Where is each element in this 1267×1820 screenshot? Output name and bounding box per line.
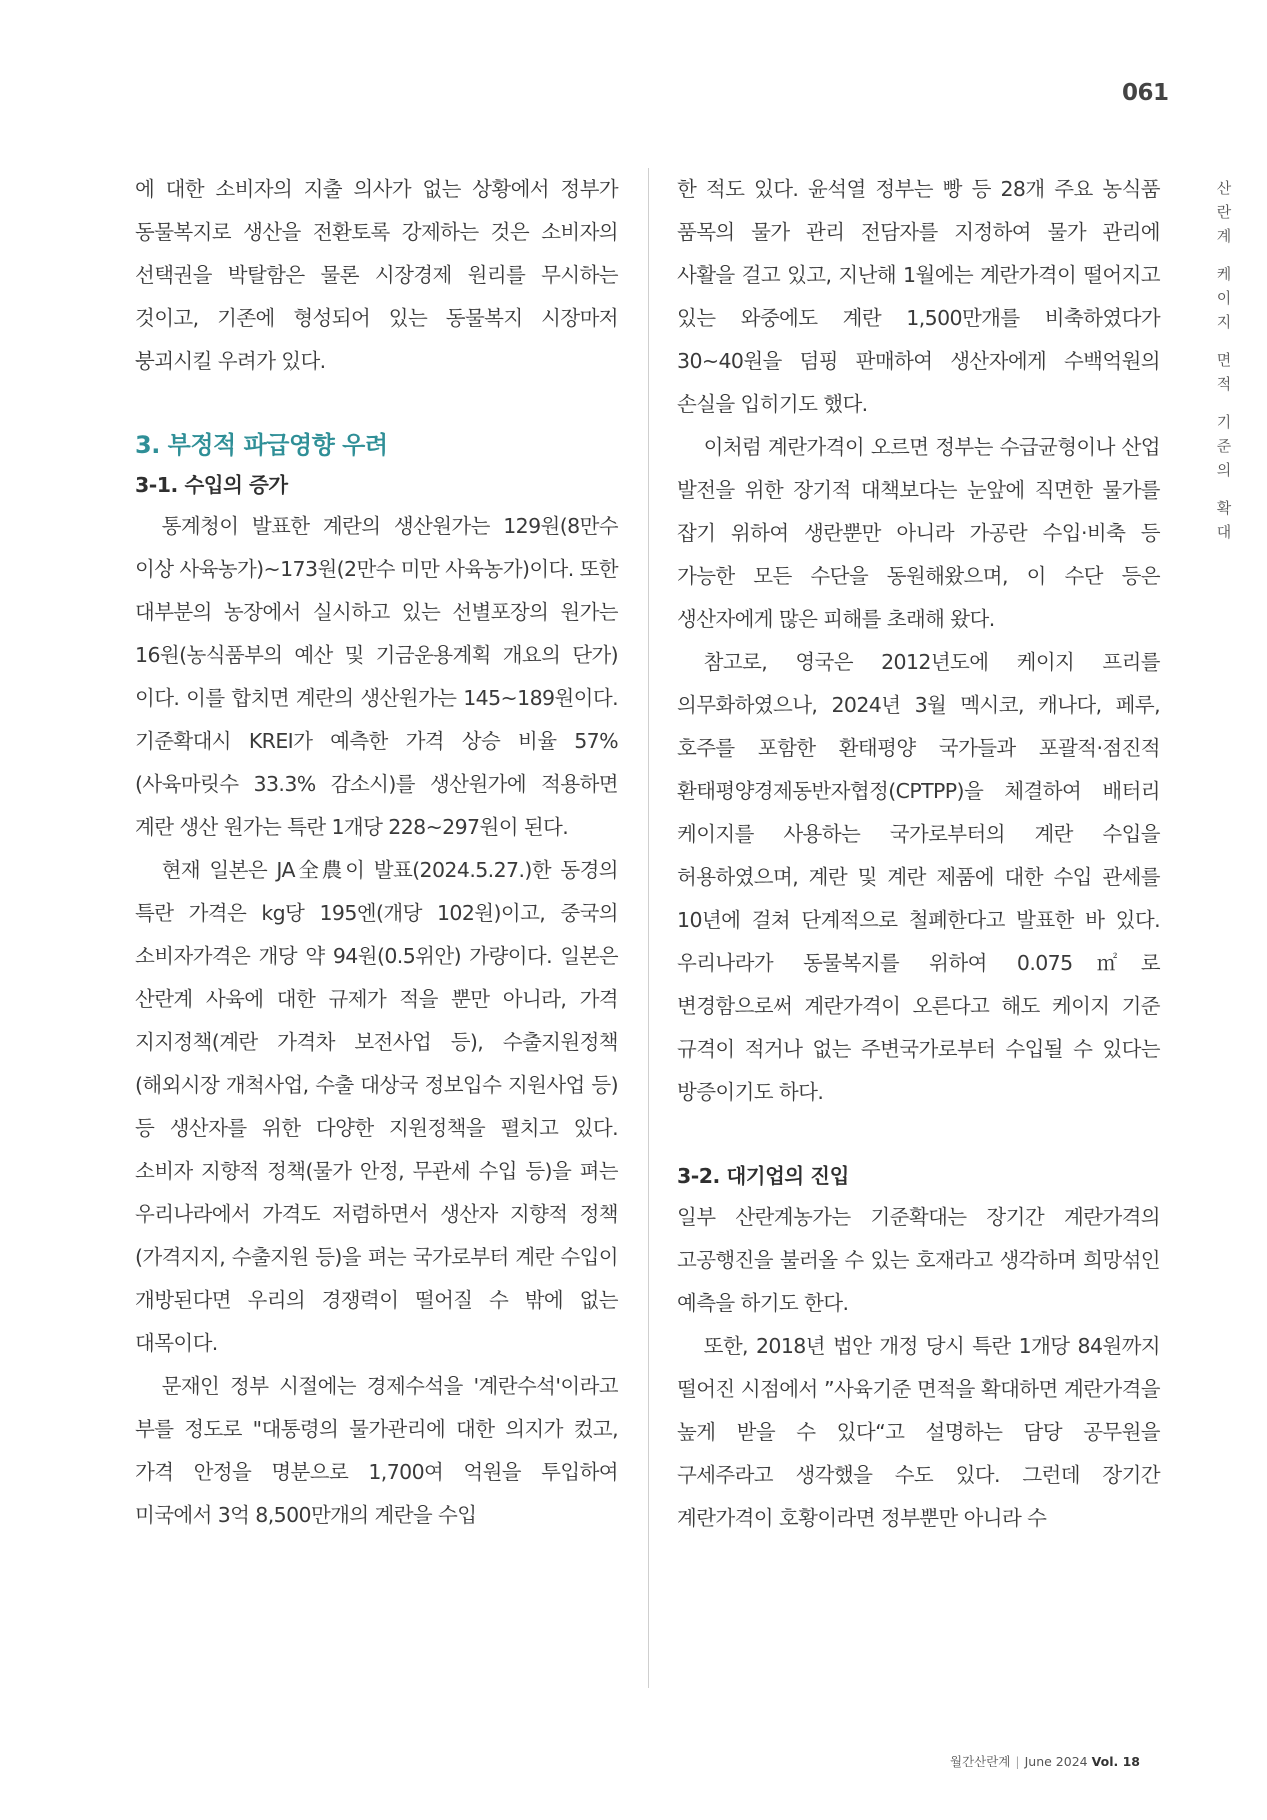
side-word-text: 면 적 bbox=[1216, 351, 1232, 393]
column-divider bbox=[648, 168, 649, 1688]
footer-magazine: 월간산란계 bbox=[950, 1754, 1011, 1769]
side-word-text: 기 준 의 bbox=[1216, 413, 1232, 479]
footer bbox=[950, 1752, 1150, 1770]
body-paragraph: 현재 일본은 JA全農이 발표(2024.5.27.)한 동경의 특란 가격은 kg당 195엔(개당 102원)이고, 중국의 소비자가격은 개당 약 94원(0.5위안) 가량이다. 일본은 산란계 사육에 대한 규제가 적을 뿐만 아니라, 가격 지지정책(계란 가격차 보전사업 등), 수출지원정책(해외시장 개척사업, 수출 대상국 정보입수 지원사업 등) 등 생산자를 위한 다양한 지원정책을 펼치고 있다. 소비자 지향적 정책(물가 안정, 무관세 수입 등)을 펴는 우리나라에서 가격도 저렴하면서 생산자 지향적 정책(가격지지, 수출지원 등)을 펴는 국가로부터 계란 수입이 개방된다면 우리의 경쟁력이 떨어질 수 밖에 없는 대목이다. bbox=[135, 858, 618, 1355]
right-column bbox=[677, 168, 1160, 1540]
side-word bbox=[1217, 262, 1232, 334]
body-paragraph: 이처럼 계란가격이 오르면 정부는 수급균형이나 산업 발전을 위한 장기적 대책보다는 눈앞에 직면한 물가를 잡기 위하여 생란뿐만 아니라 가공란 수입·비축 등 가능한 모든 수단을 동원해왔으며, 이 수단 등은 생산자에게 많은 피해를 초래해 왔다. bbox=[677, 435, 1160, 631]
body-paragraph: 통계청이 발표한 계란의 생산원가는 129원(8만수 이상 사육농가)~173원(2만수 미만 사육농가)이다. 또한 대부분의 농장에서 실시하고 있는 선별포장의 원가는 16원(농식품부의 예산 및 기금운용계획 개요의 단가)이다. 이를 합치면 계란의 생산원가는 145~189원이다. 기준확대시 KREI가 예측한 가격 상승 비율 57%(사육마릿수 33.3% 감소시)를 생산원가에 적용하면 계란 생산 원가는 특란 1개당 228~297원이 된다. bbox=[135, 514, 618, 839]
side-word bbox=[1217, 410, 1232, 482]
intro-paragraph: 에 대한 소비자의 지출 의사가 없는 상황에서 정부가 동물복지로 생산을 전환토록 강제하는 것은 소비자의 선택권을 박탈함은 물론 시장경제 원리를 무시하는 것이고, 기존에 형성되어 있는 동물복지 시장마저 붕괴시킬 우려가 있다. bbox=[135, 177, 618, 373]
spacer bbox=[677, 1114, 1160, 1156]
footer-separator: | bbox=[1015, 1754, 1020, 1769]
side-word-text: 케 이 지 bbox=[1216, 265, 1232, 331]
left-column bbox=[135, 168, 618, 1537]
subsection-title-conglomerates: 3-2. 대기업의 진입 bbox=[677, 1164, 849, 1188]
body-paragraph: 참고로, 영국은 2012년도에 케이지 프리를 의무화하였으나, 2024년 3월 멕시코, 캐나다, 페루, 호주를 포함한 환태평양 국가들과 포괄적·점진적 환태평양경제동반자협정(CPTPP)을 체결하여 배터리 케이지를 사용하는 국가로부터의 계란 수입을 허용하였으며, 계란 및 계란 제품에 대한 수입 관세를 10년에 걸쳐 단계적으로 철폐한다고 발표한 바 있다. 우리나라가 동물복지를 위하여 0.075㎡로 변경함으로써 계란가격이 오른다고 해도 케이지 기준 규격이 적거나 없는 주변국가로부터 수입될 수 있다는 방증이기도 하다. bbox=[677, 650, 1160, 1104]
side-word-text: 확 대 bbox=[1216, 499, 1232, 541]
side-word bbox=[1217, 176, 1232, 248]
footer-issue: June 2024 bbox=[1024, 1754, 1088, 1769]
body-paragraph: 일부 산란계농가는 기준확대는 장기간 계란가격의 고공행진을 불러올 수 있는 호재라고 생각하며 희망섞인 예측을 하기도 한다. bbox=[677, 1205, 1160, 1315]
subsection-title-imports: 3-1. 수입의 증가 bbox=[135, 473, 288, 497]
body-paragraph: 문재인 정부 시절에는 경제수석을 '계란수석'이라고 부를 정도로 "대통령의 물가관리에 대한 의지가 컸고, 가격 안정을 명분으로 1,700여 억원을 투입하여 미국에서 3억 8,500만개의 계란을 수입 bbox=[135, 1374, 618, 1527]
side-label bbox=[1212, 176, 1236, 558]
body-paragraph: 또한, 2018년 법안 개정 당시 특란 1개당 84원까지 떨어진 시점에서 ”사육기준 면적을 확대하면 계란가격을 높게 받을 수 있다“고 설명하는 담당 공무원을 구세주라고 생각했을 수도 있다. 그런데 장기간 계란가격이 호황이라면 정부뿐만 아니라 수 bbox=[677, 1334, 1160, 1530]
section-title: 3. 부정적 파급영향 우려 bbox=[135, 431, 388, 459]
body-paragraph: 한 적도 있다. 윤석열 정부는 빵 등 28개 주요 농식품 품목의 물가 관리 전담자를 지정하여 물가 관리에 사활을 걸고 있고, 지난해 1월에는 계란가격이 떨어지고 있는 와중에도 계란 1,500만개를 비축하였다가 30~40원을 덤핑 판매하여 생산자에게 수백억원의 손실을 입히기도 했다. bbox=[677, 177, 1160, 416]
side-word bbox=[1217, 496, 1232, 544]
footer-volume: Vol. 18 bbox=[1091, 1754, 1140, 1769]
spacer bbox=[135, 383, 618, 425]
page-number: 061 bbox=[1122, 80, 1169, 106]
side-word-text: 산 란 계 bbox=[1216, 179, 1232, 245]
side-word bbox=[1217, 348, 1232, 396]
